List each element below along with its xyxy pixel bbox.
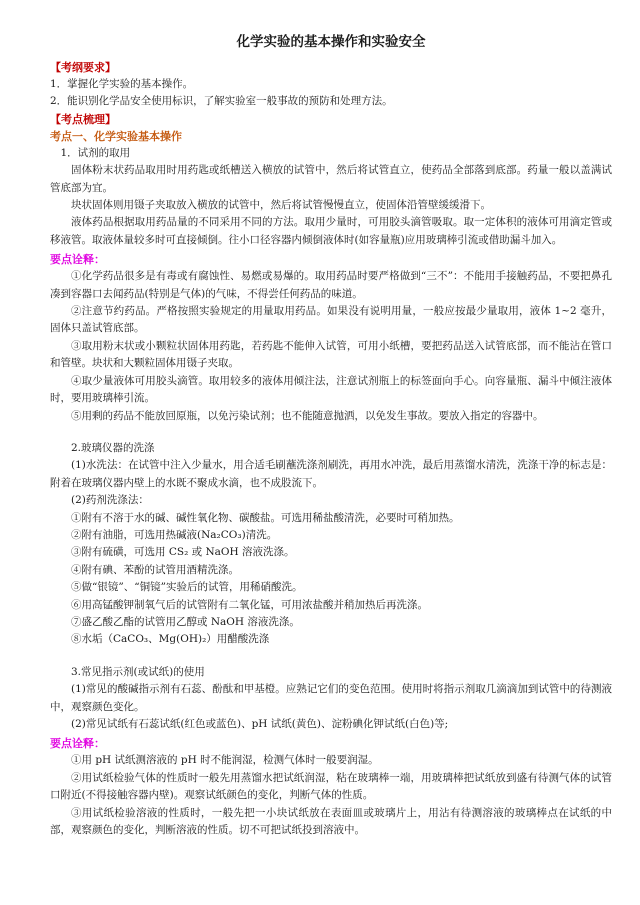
wash-item-3: ③附有硫磺，可选用 CS₂ 或 NaOH 溶液洗涤。 xyxy=(71,546,295,559)
key-point-4: ④取少量液体可用胶头滴管。取用较多的液体用倾注法，注意试剂瓶上的标签面向手心。向容量瓶、漏斗中倾注液体时，要用玻璃棒引流。 xyxy=(50,374,612,405)
section-heading-requirements: 【考纲要求】 xyxy=(50,61,116,74)
paragraph-liquid: 液体药品根据取用药品量的不同采用不同的方法。取用少量时，可用胶头滴管吸取。取一定体积的液体可用滴定管或移液管。取液体量较多时可直接倾倒。往小口径容器内倾倒液体时(如容量瓶)应用玻璃棒引流或借助漏斗加入。 xyxy=(50,216,612,246)
wash-item-1: ①附有不溶于水的碱、碱性氧化物、碳酸盐。可选用稀盐酸清洗，必要时可稍加热。 xyxy=(71,511,460,524)
subheading-reagent: 1．试剂的取用 xyxy=(60,146,131,159)
paragraph-solid-powder: 固体粉末状药品取用时用药匙或纸槽送入横放的试管中，然后将试管直立，使药品全部落到底部。药量一般以盖满试管底部为宜。 xyxy=(50,164,612,194)
paragraph-test-papers: (2)常见试纸有石蕊试纸(红色或蓝色)、pH 试纸(黄色)、淀粉碘化钾试纸(白色)等; xyxy=(71,718,449,730)
paragraph-indicators: (1)常见的酸碱指示剂有石蕊、酚酞和甲基橙。应熟记它们的变色范围。使用时将指示剂取几滴滴加到试管中的待测液中，观察颜色变化。 xyxy=(50,683,612,713)
wash-item-6: ⑥用高锰酸钾制氧气后的试管附有二氧化锰，可用浓盐酸并稍加热后再洗涤。 xyxy=(71,598,428,611)
wash-item-7: ⑦盛乙酸乙酯的试管用乙醇或 NaOH 溶液洗涤。 xyxy=(71,615,300,628)
subheading-indicators: 3.常见指示剂(或试纸)的使用 xyxy=(71,665,205,678)
section-heading-review: 【考点梳理】 xyxy=(50,112,116,126)
paper-point-1: ①用 pH 试纸测溶液的 pH 时不能润湿，检测气体时一般要润湿。 xyxy=(71,754,379,767)
paragraph-reagent-wash: (2)药剂洗涤法： xyxy=(71,494,149,507)
key-point-5: ⑤用剩的药品不能放回原瓶，以免污染试剂；也不能随意抛洒，以免发生事故。要放入指定的容器中。 xyxy=(71,409,544,422)
paragraph-solid-block: 块状固体则用镊子夹取放入横放的试管中，然后将试管慢慢直立，使固体沿管壁缓缓滑下。 xyxy=(71,199,491,212)
key-point-3: ③取用粉末状或小颗粒状固体用药匙，若药匙不能伸入试管，可用小纸槽，要把药品送入试管底部，而不能沾在管口和管壁。块状和大颗粒固体用镊子夹取。 xyxy=(50,339,612,370)
wash-item-4: ④附有碘、苯酚的试管用酒精洗涤。 xyxy=(71,563,239,576)
key-points-label-1: 要点诠释： xyxy=(50,253,105,267)
wash-item-5: ⑤做“银镜”、“铜镜”实验后的试管，用稀硝酸洗。 xyxy=(71,581,303,594)
key-points-label-2: 要点诠释： xyxy=(50,737,105,751)
paragraph-water-wash: (1)水洗法：在试管中注入少量水，用合适毛刷蘸洗涤剂刷洗，再用水冲洗，最后用蒸馏水清洗，洗涤干净的标志是：附着在玻璃仪器内壁上的水既不聚成水滴，也不成股流下。 xyxy=(50,459,612,489)
paper-point-2: ②用试纸检验气体的性质时一般先用蒸馏水把试纸润湿，粘在玻璃棒一端，用玻璃棒把试纸放到盛有待测气体的试管口附近(不得接触容器内壁)。观察试纸颜色的变化，判断气体的性质。 xyxy=(50,771,612,802)
key-point-2: ②注意节约药品。严格按照实验规定的用量取用药品。如果没有说明用量，一般应按最少量取用，液体 1~2 毫升，固体只盖试管底部。 xyxy=(50,305,612,335)
page-title: 化学实验的基本操作和实验安全 xyxy=(236,34,426,50)
wash-item-8: ⑧水垢（CaCO₃、Mg(OH)₂）用醋酸洗涤 xyxy=(71,633,270,646)
requirement-2: 2．能识别化学品安全使用标识，了解实验室一般事故的预防和处理方法。 xyxy=(50,95,393,108)
wash-item-2: ②附有油脂，可选用热碱液(Na₂CO₃)清洗。 xyxy=(71,528,278,541)
paper-point-3: ③用试纸检验溶液的性质时，一般先把一小块试纸放在表面皿或玻璃片上，用沾有待测溶液的玻璃棒点在试纸的中部，观察颜色的变化，判断溶液的性质。切不可把试纸投到溶液中。 xyxy=(50,806,612,837)
key-point-1: ①化学药品很多是有毒或有腐蚀性、易燃或易爆的。取用药品时要严格做到“三不”：不能用手接触药品，不要把鼻孔凑到容器口去闻药品(特别是气体)的气味，不得尝任何药品的味道。 xyxy=(50,270,612,300)
requirement-1: 1．掌握化学实验的基本操作。 xyxy=(50,78,194,90)
subheading-washing: 2.玻璃仪器的洗涤 xyxy=(71,441,155,454)
topic-heading-1: 考点一、化学实验基本操作 xyxy=(50,129,182,143)
